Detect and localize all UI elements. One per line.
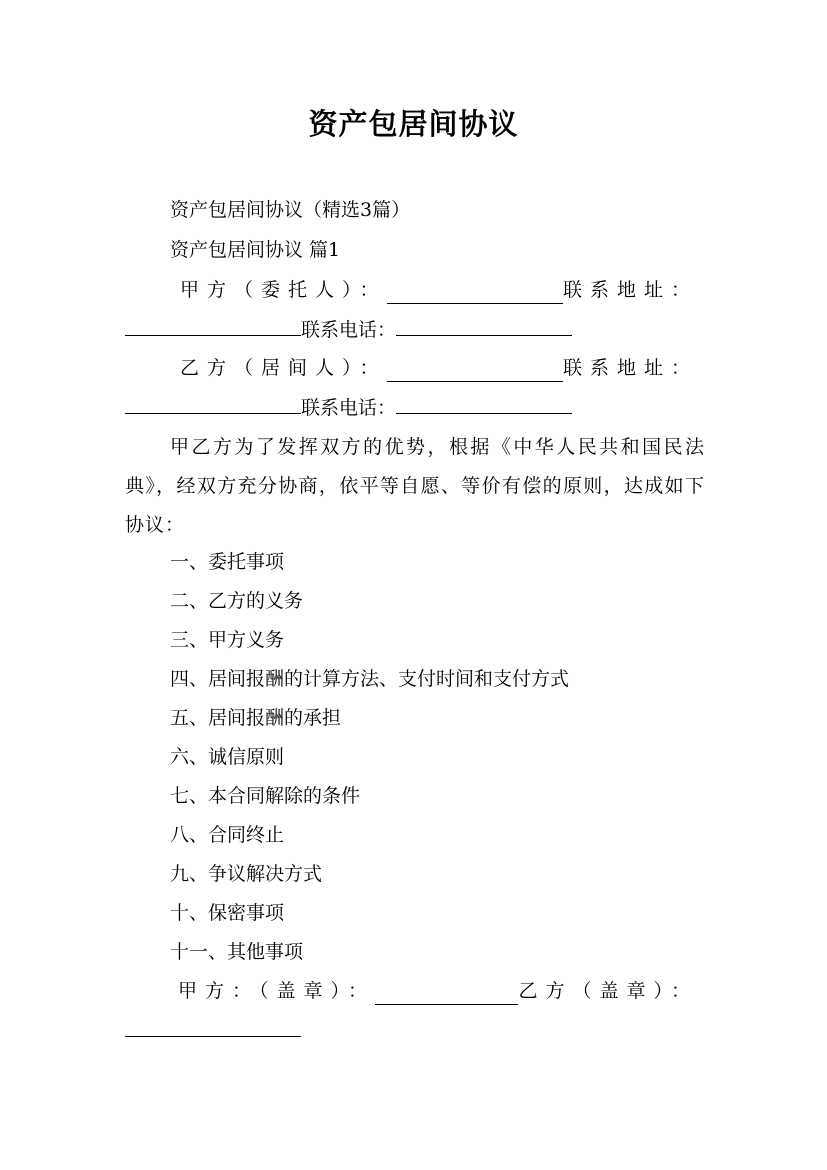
clause-item: 十一、其他事项 — [170, 941, 304, 963]
section-heading: 资产包居间协议 篇1 — [170, 239, 341, 261]
document-title: 资产包居间协议 — [308, 107, 519, 141]
clause-item: 八、合同终止 — [170, 824, 285, 846]
signature-party-b-label: 乙方（盖章）： — [518, 980, 698, 1002]
document-subtitle: 资产包居间协议（精选3篇） — [170, 199, 411, 221]
clause-item: 九、争议解决方式 — [170, 863, 323, 885]
intro-paragraph — [125, 428, 705, 545]
signature-row — [178, 977, 698, 1005]
clause-item: 三、甲方义务 — [170, 629, 285, 651]
clause-item: 一、委托事项 — [170, 551, 285, 573]
clause-item: 七、本合同解除的条件 — [170, 785, 361, 807]
signature-continuation-row — [125, 1016, 301, 1045]
party-b-address-blank — [125, 393, 301, 414]
party-b-address-label: 联系地址： — [562, 357, 698, 379]
party-a-address-label: 联系地址： — [562, 279, 698, 301]
party-a-label: 甲方（委托人）： — [180, 279, 387, 301]
intro-text: 甲乙方为了发挥双方的优势，根据《中华人民共和国民法典》，经双方充分协商，依平等自愿、等价有偿的原则，达成如下协议： — [125, 436, 705, 536]
clause-item: 二、乙方的义务 — [170, 590, 304, 612]
party-a-phone-row — [125, 315, 572, 344]
party-b-phone-row — [125, 393, 572, 422]
clause-item: 五、居间报酬的承担 — [170, 707, 342, 729]
party-a-phone-blank — [396, 315, 572, 336]
party-b-phone-blank — [396, 393, 572, 414]
clause-item: 十、保密事项 — [170, 902, 285, 924]
clause-item: 四、居间报酬的计算方法、支付时间和支付方式 — [170, 668, 570, 690]
party-b-phone-label: 联系电话： — [301, 397, 397, 419]
party-b-label: 乙方（居间人）： — [180, 357, 387, 379]
party-b-row — [180, 354, 698, 382]
party-a-name-blank — [387, 283, 563, 304]
party-a-address-blank — [125, 315, 301, 336]
clause-item: 六、诚信原则 — [170, 746, 285, 768]
signature-party-b-blank — [125, 1016, 301, 1037]
party-a-phone-label: 联系电话： — [301, 319, 397, 341]
party-b-name-blank — [387, 361, 563, 382]
signature-party-a-label: 甲方：（盖章）： — [178, 980, 376, 1002]
signature-party-a-blank — [375, 984, 518, 1005]
party-a-row — [180, 276, 698, 304]
